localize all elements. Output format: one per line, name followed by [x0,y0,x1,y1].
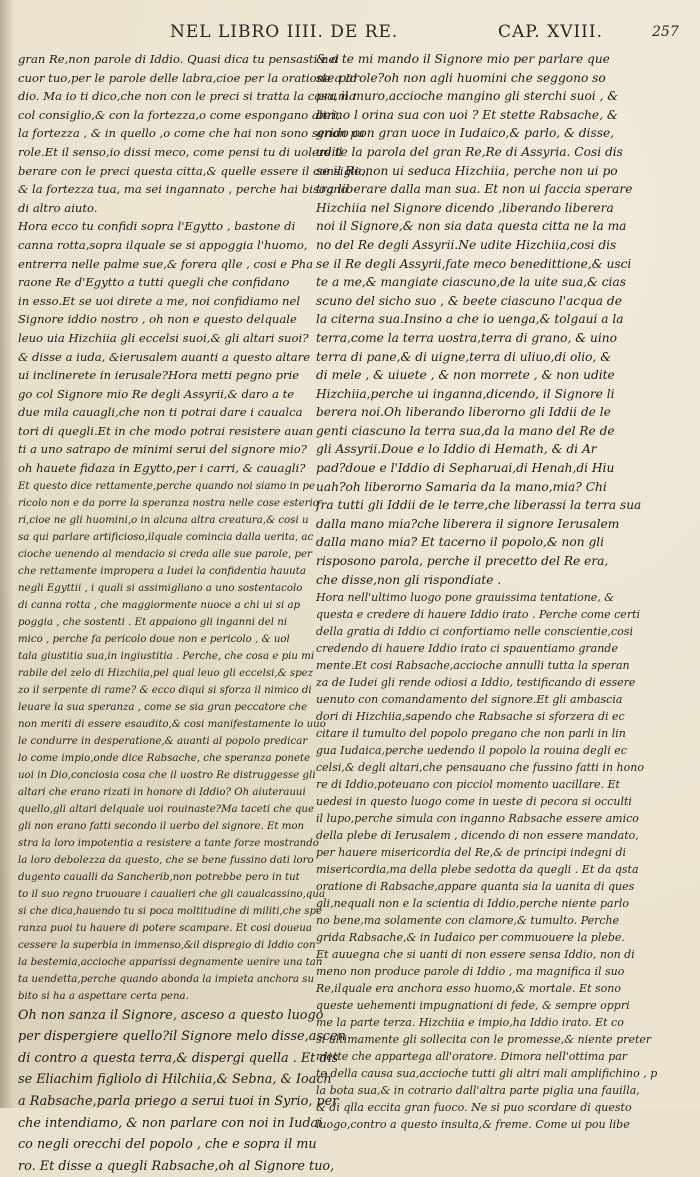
text-line: sa qui parlare artificioso,ilquale comincia dalla uerita, ac [18,531,314,543]
text-line: to il suo regno truouare i caualieri che gli caualcassino,qua [18,888,326,900]
text-line: gua Iudaica,perche uedendo il popolo la rouina degli ec [316,744,627,758]
text-line: dalla mano mia? Et tacerno il popolo,& non gli [316,535,605,550]
text-line: beino l orina sua con uoi ? Et stette Rabsache, & [316,107,618,122]
scripture-paragraph-r1 [316,50,642,589]
text-line: no bene,ma solamente con clamore,& tumulto. Perche [316,914,620,928]
text-line: il lupo,perche simula con inganno Rabsache essere amico [316,812,639,826]
text-line: ta uendetta,perche quando abonda la impieta anchora su [18,973,315,985]
text-line: si che dica,hauendo tu si poca moltitudine di militi,che spe [18,905,323,917]
text-line: mette che appartega all'oratore. Dimora nell'ottima par [316,1050,628,1064]
text-line: grida Rabsache,& in Iudaico per commuouere la plebe. [316,931,625,945]
text-line: per dispergiere quello?il Signore melo disse,ascen [18,1029,346,1045]
text-line: uenuto con comandamento del signore.Et gli ambascia [316,693,623,707]
commentary-paragraph-r2 [316,589,658,1133]
text-line: Oh non sanza il Signore, asceso a questo luogo [18,1007,324,1023]
text-line: cioche uenendo al mendacio si creda alle sue parole, per [18,548,312,560]
text-line: la citerna sua.Insino a che io uenga,& tolgaui a la [316,312,624,327]
text-line: uedesi in questo luogo come in ueste di pecora si occulti [316,795,632,809]
text-line: Hizchiia,perche ui inganna,dicendo, il Signore li [316,386,615,401]
text-line: & a te mi mando il Signore mio per parlare que [316,52,610,66]
text-line: oh hauete fidaza in Egytto,per i carri, & cauagli? [18,461,306,476]
text-line: dori di Hizchiia,sapendo che Rabsache si sforzera di ec [316,710,625,724]
text-line: celsi,& degli altari,che pensauano che fussino fatti in hono [316,761,644,775]
text-line: Signore iddio nostro , oh non e questo delquale [18,312,297,327]
text-line: uoi in Dio,conciosia cosa che il uostro Re distruggesse gli [18,769,316,781]
text-line: pad?doue e l'Iddio di Sepharuai,di Henah,di Hiu [316,461,615,476]
text-line: poggia , che sostenti . Et appaiono gli inganni del ni [18,616,288,628]
text-line: scuno del sicho suo , & beete ciascuno l'acqua de [316,293,622,308]
text-line: cuor tuo,per le parole delle labra,cioe per la oratione a Id [18,70,358,85]
text-line: se Eliachim figliolo di Hilchiia,& Sebna, & Ioach [18,1072,332,1088]
text-line: tra liberare dalla man sua. Et non ui faccia sperare [316,182,633,197]
text-line: luogo,contro a questo insulta,& freme. Come ui pou libe [316,1118,630,1132]
text-line: me la parte terza. Hizchiia e impio,ha Iddio irato. Et co [316,1016,624,1030]
text-line: te della causa sua,accioche tutti gli altri mali amplifichino , p [316,1067,658,1081]
scripture-paragraph-a [18,50,370,478]
text-line: dio. Ma io ti dico,che non con le preci si tratta la cosa,ma [18,89,356,104]
scripture-paragraph-c [18,1005,346,1177]
text-line: la bestemia,accioche apparissi degnamente uenire una tan [18,956,323,968]
right-column [316,50,658,1132]
text-line: credendo di hauere Iddio irato ci spauentiamo grande [316,642,618,656]
text-line: ri,cioe ne gli huomini,o in alcuna altra creatura,& cosi u [18,514,309,526]
text-line: che intendiamo, & non parlare con noi in Iudai [18,1115,323,1131]
text-line: & disse a iuda, &ierusalem auanti a questo altare [18,349,311,364]
text-line: se il Re degli Assyrii,fate meco benedittione,& usci [316,256,632,271]
text-line: questa e credere di hauere Iddio irato . Perche come certi [316,608,641,622]
text-line: leuare la sua speranza , come se sia gran peccatore che [18,701,308,713]
text-line: queste uehementi impugnationi di fede, & sempre oppri [316,999,630,1013]
text-line: pra il muro,accioche mangino gli sterchi suoi , & [316,89,619,104]
text-line: oratione di Rabsache,appare quanta sia la uanita di ques [316,880,635,894]
text-line: gli non erano fatti secondo il uerbo del signore. Et mon [18,820,305,832]
text-line: Re,ilquale era anchora esso huomo,& mortale. Et sono [316,982,621,996]
text-line: Hora ecco tu confidi sopra l'Egytto , bastone di [18,219,296,234]
text-line: che disse,non gli rispondiate . [316,572,502,587]
text-line: & di qlla eccita gran fuoco. Ne si puo scordare di questo [316,1101,632,1115]
text-line: la bota sua,& in cotrario dall'altra parte piglia una fauilla, [316,1084,640,1098]
text-line: di canna rotta , che maggiormente nuoce a chi ui si ap [18,599,301,611]
text-line: gran Re,non parole di Iddio. Quasi dica tu pensasti nel [18,52,340,66]
text-line: canna rotta,sopra ilquale se si appoggia l'huomo, [18,237,308,252]
text-line: della plebe di Ierusalem , dicendo di non essere mandato, [316,829,639,843]
gutter-shadow [0,0,14,1108]
text-line: bito si ha a aspettare certa pena. [18,990,189,1002]
commentary-paragraph-b [18,478,326,1005]
text-line: noi il Signore,& non sia data questa citta ne la ma [316,219,627,234]
text-line: per hauere misericordia del Re,& de principi indegni di [316,846,627,860]
text-line: cessere la superbia in immenso,&il dispregio di Iddio con [18,939,316,951]
text-line: altari che erano rizati in honore di Iddio? Oh aiuterauui [18,786,306,798]
text-line: di contro a questa terra,& dispergi quella . Et dis [18,1050,339,1066]
text-line: zo il serpente di rame? & ecco diqui si sforza il nimico di [18,684,312,696]
text-line: ro. Et disse a quegli Rabsache,oh al Signore tuo, [18,1158,335,1174]
text-line: che rettamente impropera a Iudei la confidentia hauuta [18,565,306,577]
folio-number: 257 [652,24,679,40]
text-line: Hizchiia nel Signore dicendo ,liberando liberera [316,200,614,215]
left-column [18,50,370,1174]
text-line: uah?oh liberorno Samaria da la mano,mia? Chi [316,479,607,494]
text-line: ste parole?oh non agli huomini che seggono so [316,70,606,85]
text-line: co negli orecchi del popolo , che e sopra il mu [18,1137,317,1153]
text-line: fra tutti gli Iddii de le terre,che liberassi la terra sua [316,498,642,513]
text-line: Et auuegna che si uanti di non essere sensa Iddio, non di [316,948,635,962]
running-title: NEL LIBRO IIII. DE RE. [170,22,399,42]
text-line: Et questo dice rettamente,perche quando noi siamo in pe [18,480,316,492]
text-line: berare con le preci questa citta,& quelle essere il consiglio, [18,163,370,178]
text-line: grido con gran uoce in Iudaico,& parlo, & disse, [316,126,615,141]
text-line: tala giustitia sua,in ingiustitia . Perche, che cosa e piu mi [18,650,315,662]
text-line: misericordia,ma della plebe sedotta da quegli . Et da qsta [316,863,639,877]
text-line: due mila cauagli,che non ti potrai dare i caualca [18,405,303,420]
text-line: rabile del zelo di Hizchiia,pel qual leuo gli eccelsi,& spez [18,667,314,679]
text-line: dalla mano mia?che liberera il signore Ierusalem [316,516,620,531]
text-line: berera noi.Oh liberando liberorno gli Iddii de le [316,405,611,420]
text-line: le condurre in desperatione,& auanti al popolo predicar [18,735,308,747]
text-line: della gratia di Iddio ci confortiamo nelle conscientie,cosi [316,625,633,639]
text-line: di mele , & uiuete , & non morrete , & non udite [316,368,615,383]
text-line: entrerra nelle palme sue,& forera qlle , cosi e Pha [18,256,314,271]
text-line: se il Re,non ui seduca Hizchiia, perche non ui po [316,163,618,178]
text-line: risposono parola, perche il precetto del Re era, [316,554,609,569]
text-line: & la fortezza tua, ma sei ingannato , perche hai bisogno [18,182,348,197]
text-line: go col Signore mio Re degli Assyrii,& daro a te [18,386,295,401]
chapter-heading: CAP. XVIII. [498,22,604,42]
text-line: terra di pane,& di uigne,terra di uliuo,di olio, & [316,349,612,364]
text-line: re di Iddio,poteuano con picciol momento uacillare. Et [316,778,620,792]
text-line: genti ciascuno la terra sua,da la mano del Re de [316,423,615,438]
text-line: te a me,& mangiate ciascuno,de la uite sua,& cias [316,275,626,290]
text-line: non meriti di essere esaudito,& cosi manifestamente lo uuo [18,718,326,730]
text-line: Hora nell'ultimo luogo pone grauissima tentatione, & [316,591,615,605]
text-line: col consiglio,& con la fortezza,o come espongano altri, [18,107,341,122]
text-line: leuo uia Hizchiia gli eccelsi suoi,& gli altari suoi? [18,330,309,345]
text-line: stra la loro impotentia a resistere a tante forze mostrando [18,837,319,849]
text-line: role.Et il senso,io dissi meco, come pensi tu di uolere il [18,144,343,159]
text-line: mente.Et cosi Rabsache,accioche annulli tutta la speran [316,659,630,673]
text-line: no del Re degli Assyrii.Ne udite Hizchiia,cosi dis [316,237,617,252]
text-line: ranza puoi tu hauere di potere scampare. Et cosi doueua [18,922,312,934]
text-line: citare il tumulto del popolo pregano che non parli in lin [316,727,626,741]
text-line: la loro debolezza da questo, che se bene fussino dati loro [18,854,314,866]
text-line: gli Assyrii.Doue e lo Iddio di Hemath, & di Ar [316,442,597,457]
text-line: si ultimamente gli sollecita con le promesse,& niente preter [316,1033,652,1047]
text-line: quello,gli altari delquale uoi rouinaste?Ma taceti che que [18,803,314,815]
text-line: gli,nequali non e la scientia di Iddio,perche niente parlo [316,897,629,911]
text-line: la fortezza , & in quello ,o come che hai non sono senon pa [18,126,365,141]
text-line: ti a uno satrapo de minimi serui del signore mio? [18,442,307,457]
text-line: ricolo non e da porre la speranza nostra nelle cose esterio [18,497,319,509]
text-line: in esso.Et se uoi direte a me, noi confidiamo nel [18,293,301,308]
running-head [0,22,700,46]
text-line: di altro aiuto. [18,200,98,215]
text-line: terra,come la terra uostra,terra di grano, & uino [316,330,617,345]
text-line: tori di quegli.Et in che modo potrai resistere auan [18,423,314,438]
text-line: ui inclinerete in ierusale?Hora metti pegno prie [18,368,300,383]
text-line: negli Egyttii , i quali si assimigliano a uno sostentacolo [18,582,303,594]
text-line: za de Iudei gli rende odiosi a Iddio, testificando di essere [316,676,636,690]
text-line: dugento caualli da Sancherib,non potrebbe pero in tut [18,871,300,883]
text-line: udite la parola del gran Re,Re di Assyria. Cosi dis [316,144,623,159]
text-line: mico , perche fa pericolo doue non e pericolo , & uol [18,633,290,645]
text-line: raone Re d'Egytto a tutti quegli che confidano [18,275,290,290]
text-line: a Rabsache,parla priego a serui tuoi in Syrio, per [18,1094,339,1110]
text-line: meno non produce parole di Iddio , ma magnifica il suo [316,965,625,979]
text-line: lo come impio,onde dice Rabsache, che speranza ponete [18,752,311,764]
